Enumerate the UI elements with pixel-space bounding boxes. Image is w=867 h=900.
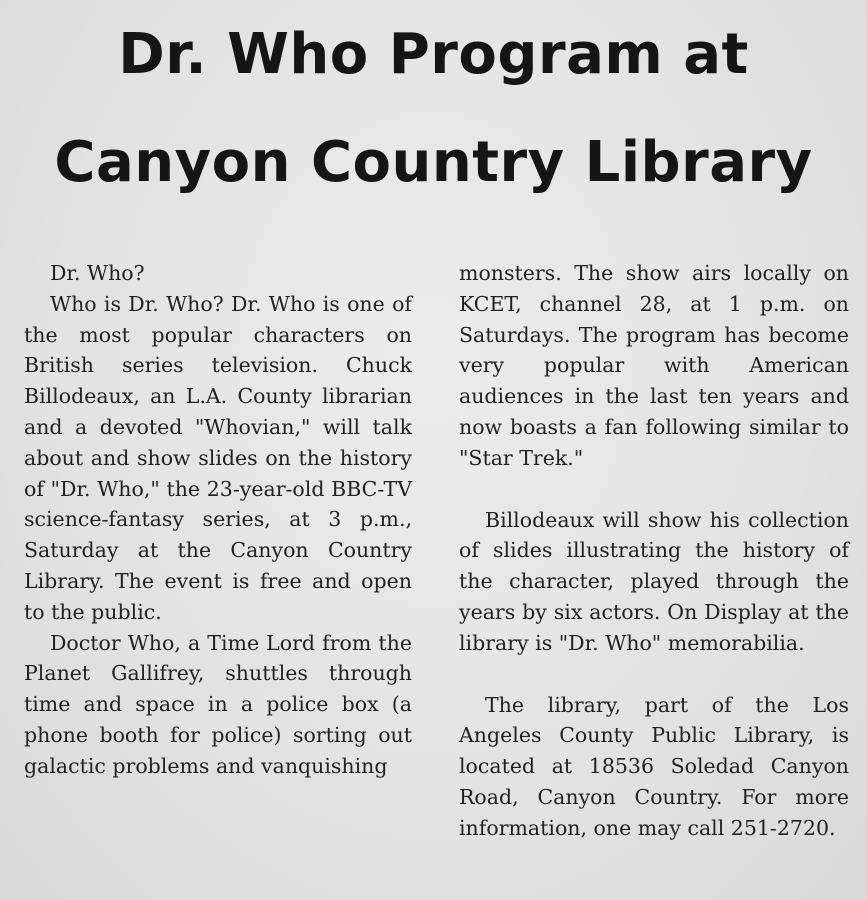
paragraph-continuation: monsters. The show airs locally on KCET, channel 28, at 1 p.m. on Saturdays. The program has become very popular with American audiences in the last ten years and now boasts a fan following similar to "Star Trek." <box>459 261 849 470</box>
headline-line-2: Canyon Country Library <box>54 130 813 195</box>
headline-line-1: Dr. Who Program at <box>118 22 749 87</box>
paragraph-library-info: The library, part of the Los Angeles County Public Library, is located at 18536 Soledad Canyon Road, Canyon Country. For more information, one may call 251-2720. <box>459 692 849 840</box>
article-column-left <box>24 258 412 782</box>
paragraph-intro: Who is Dr. Who? Dr. Who is one of the most popular characters on British series television. Chuck Billodeaux, an L.A. County librarian and a devoted "Whovian," will talk about and show slides on the history of "Dr. Who," the 23-year-old BBC-TV science-fantasy series, at 3 p.m., Saturday at the Canyon Country Library. The event is free and open to the public. <box>24 291 412 624</box>
paragraph-slides: Billodeaux will show his collection of slides illustrating the history of the character, played through the years by six actors. On Display at the library is "Dr. Who" memorabilia. <box>459 507 849 655</box>
paragraph-dateline: Dr. Who? <box>50 261 145 285</box>
paragraph-doctor-who: Doctor Who, a Time Lord from the Planet Gallifrey, shuttles through time and space in a police box (a phone booth for police) sorting out galactic problems and vanquishing <box>24 630 412 778</box>
article-column-right <box>459 258 849 844</box>
